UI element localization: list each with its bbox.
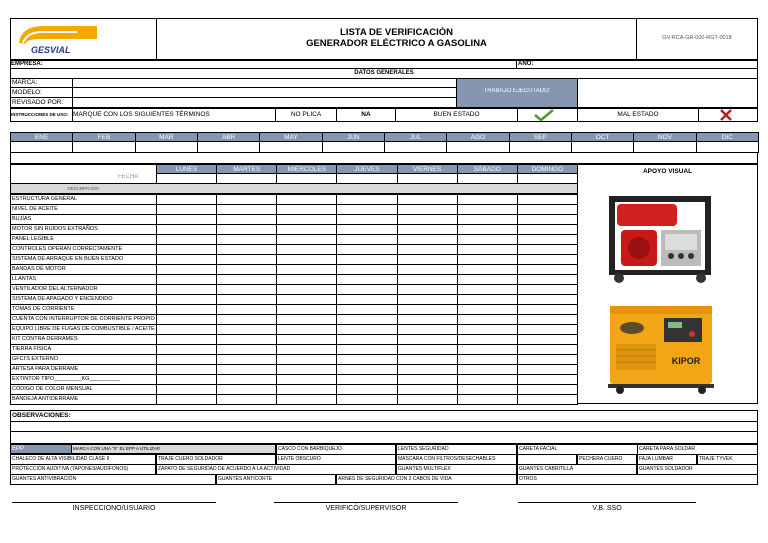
trabajo-ejecutado-label: TRABAJO EJECUTADO: bbox=[483, 88, 551, 94]
day-header: SÁBADO bbox=[457, 164, 518, 174]
divider bbox=[698, 108, 699, 122]
cross-icon bbox=[719, 109, 733, 121]
item-label: CONTROLES OPERAN CORRECTAMENTE bbox=[12, 246, 123, 252]
signature-label: VERIFICÓ/SUPERVISOR bbox=[325, 505, 407, 512]
epp-item-label: GUANTES ANTICORTE bbox=[218, 476, 273, 482]
observaciones-label: OBSERVACIONES: bbox=[12, 412, 71, 419]
epp-item-label: TRAJE TYVEK bbox=[699, 456, 733, 462]
epp-item-label: GUANTES SOLDADOR bbox=[639, 466, 693, 472]
epp-item-label: GUANTES ANTIVIBRACIÓN bbox=[12, 476, 77, 482]
item-label: TIERRA FÍSICA bbox=[12, 346, 52, 352]
epp-item-label: GUANTES CABRITILLA bbox=[519, 466, 574, 472]
legend-no-aplica: NO PLICA bbox=[290, 111, 322, 118]
month-header: MAY bbox=[259, 132, 322, 142]
empresa-label: EMPRESA: bbox=[11, 61, 43, 67]
anio-label: AÑO: bbox=[518, 61, 534, 67]
item-label: BANDAS DE MOTOR bbox=[12, 266, 66, 272]
divider bbox=[517, 108, 518, 122]
month-header: OCT bbox=[571, 132, 634, 142]
apoyo-visual-label: APOYO VISUAL bbox=[642, 168, 693, 175]
day-header: VIERNES bbox=[397, 164, 458, 174]
epp-item-label: FAJA LUMBAR bbox=[639, 456, 673, 462]
item-label: EQUIPO LIBRE DE FUGAS DE COMBUSTIBLE / ACEITE bbox=[12, 326, 155, 332]
epp-item-label: OTROS bbox=[519, 476, 537, 482]
day-header: MIERCOLES bbox=[276, 164, 337, 174]
instructions-label: INSTRUCCIONES DE USO: bbox=[11, 112, 69, 117]
check-cell[interactable] bbox=[216, 394, 277, 405]
fecha-label: FECHA bbox=[118, 174, 139, 180]
month-header: ENE bbox=[10, 132, 73, 142]
epp-item-label: CASCO CON BARBIQUEJO bbox=[278, 446, 342, 452]
epp-item-label: TRAJE CUERO SOLDADOR bbox=[158, 456, 223, 462]
signature-label: V.B. SSO bbox=[592, 505, 622, 512]
observaciones-field-2[interactable] bbox=[10, 431, 758, 444]
divider bbox=[72, 78, 73, 108]
check-cell[interactable] bbox=[336, 394, 397, 405]
item-label: BUJÍAS bbox=[12, 216, 32, 222]
item-label: MOTOR SIN RUIDOS EXTRAÑOS bbox=[12, 226, 98, 232]
trabajo-ejecutado-field[interactable] bbox=[577, 78, 758, 108]
month-header: JUN bbox=[322, 132, 385, 142]
epp-item-label: LENTE OBSCURO bbox=[278, 456, 321, 462]
epp-item-label: ZAPATO DE SEGURIDAD DE ACUERDO A LA ACTIVIDAD bbox=[158, 466, 291, 472]
epp-instructions-text: MARCA CON UNA "X" EL EPP A UTILIZAR bbox=[73, 446, 160, 451]
page-title: LISTA DE VERIFICACIÓN bbox=[340, 27, 453, 38]
day-header: DOMINGO bbox=[517, 164, 578, 174]
item-label: SISTEMA DE APAGADO Y ENCENDIDO bbox=[12, 296, 113, 302]
item-label: EXTINTOR TIPO_________KG__________ bbox=[12, 376, 121, 382]
epp-item-label: CARETA PARA SOLDAR bbox=[639, 446, 695, 452]
orange-generator-image bbox=[602, 300, 720, 395]
month-header: DIC bbox=[696, 132, 759, 142]
day-header: LUNES bbox=[156, 164, 217, 174]
marca-label: MARCA: bbox=[12, 79, 38, 86]
epp-item-label: ARNES DE SEGURIDAD CON 2 CABOS DE VIDA bbox=[338, 476, 452, 482]
day-header: MARTES bbox=[216, 164, 277, 174]
check-cell[interactable] bbox=[156, 394, 217, 405]
signature-inspecciono bbox=[12, 502, 216, 512]
item-label: TOMAS DE CORRIENTE bbox=[12, 306, 75, 312]
epp-item-label: GUANTES MULTIFLEX bbox=[398, 466, 451, 472]
item-label: GFCI'S EXTERNO bbox=[12, 356, 58, 362]
title-box bbox=[156, 18, 637, 60]
epp-label: EPP bbox=[12, 446, 25, 452]
check-cell[interactable] bbox=[276, 394, 337, 405]
item-label: PANEL LEGIBLE bbox=[12, 236, 54, 242]
item-label: ARTESA PARA DERRAME bbox=[12, 366, 79, 372]
instructions-text: MARQUE CON LOS SIGUIENTES TÉRMINOS bbox=[73, 111, 210, 118]
check-icon bbox=[533, 109, 555, 121]
brand-name: GESVIAL bbox=[31, 45, 71, 55]
day-header: JUEVES bbox=[336, 164, 397, 174]
page-subtitle: GENERADOR ELÉCTRICO A GASOLINA bbox=[306, 38, 487, 49]
datos-generales-title: DATOS GENERALES bbox=[354, 70, 414, 76]
item-label: KIT CONTRA DERRAMES bbox=[12, 336, 78, 342]
month-header: MAR bbox=[135, 132, 198, 142]
legend-mal-estado: MAL ESTADO bbox=[617, 111, 659, 118]
month-header: NOV bbox=[633, 132, 696, 142]
spacer-row bbox=[10, 152, 758, 164]
document-code: GV-RCA-GR-000-RGT-0018 bbox=[662, 35, 732, 41]
check-cell[interactable] bbox=[517, 394, 578, 405]
svg-text:KIPOR: KIPOR bbox=[671, 356, 701, 366]
legend-buen-estado: BUEN ESTADO bbox=[433, 111, 480, 118]
item-label: VENTILADOR DEL ALTERNADOR bbox=[12, 286, 98, 292]
month-header: JUL bbox=[384, 132, 447, 142]
legend-na: NA bbox=[361, 111, 371, 118]
month-header: FEB bbox=[72, 132, 135, 142]
epp-item-label: CARETA FACIAL bbox=[519, 446, 558, 452]
epp-item-label: PECHERA CUERO bbox=[579, 456, 623, 462]
gesvial-logo-icon bbox=[17, 23, 99, 45]
item-label: LLANTAS bbox=[12, 276, 37, 282]
month-header: SEP bbox=[509, 132, 572, 142]
header-logo-box bbox=[10, 18, 157, 60]
signature-verifico bbox=[274, 502, 458, 512]
revisado-label: REVISADO POR: bbox=[12, 99, 64, 106]
check-cell[interactable] bbox=[457, 394, 518, 405]
signature-label: INSPECCIONO/USUARIO bbox=[72, 505, 156, 512]
signature-vb-sso bbox=[518, 502, 696, 512]
month-header: ABR bbox=[197, 132, 260, 142]
epp-item-label: CHALECO DE ALTA VISIBILIDAD CLASE II bbox=[12, 456, 110, 462]
item-label: ESTRUCTURA GENERAL bbox=[12, 196, 78, 202]
epp-item-label: MASCARA CON FILTROS/DESECHABLES bbox=[398, 456, 496, 462]
item-label: CUENTA CON INTERRUPTOR DE CORRIENTE PROPIO bbox=[12, 316, 155, 322]
code-box bbox=[636, 18, 758, 60]
epp-item-label: LENTES SEGURIDAD bbox=[398, 446, 449, 452]
descripcion-label: DESCRIPCIÓN bbox=[67, 186, 99, 191]
item-label: BANDEJA ANTIDERRAME bbox=[12, 396, 79, 402]
item-label: SISTEMA DE ARRAQUE EN BUEN ESTADO bbox=[12, 256, 124, 262]
divider bbox=[72, 108, 73, 122]
red-generator-image bbox=[605, 190, 715, 285]
epp-item-label: PROTECCIÓN AUDITIVA (TAPONES/AUDÍFONOS) bbox=[12, 466, 129, 472]
check-cell[interactable] bbox=[397, 394, 458, 405]
modelo-label: MODELO: bbox=[12, 89, 42, 96]
month-header: AGO bbox=[446, 132, 509, 142]
item-label: NIVEL DE ACEITE bbox=[12, 206, 58, 212]
item-label: CÓDIGO DE COLOR MENSUAL bbox=[12, 386, 93, 392]
